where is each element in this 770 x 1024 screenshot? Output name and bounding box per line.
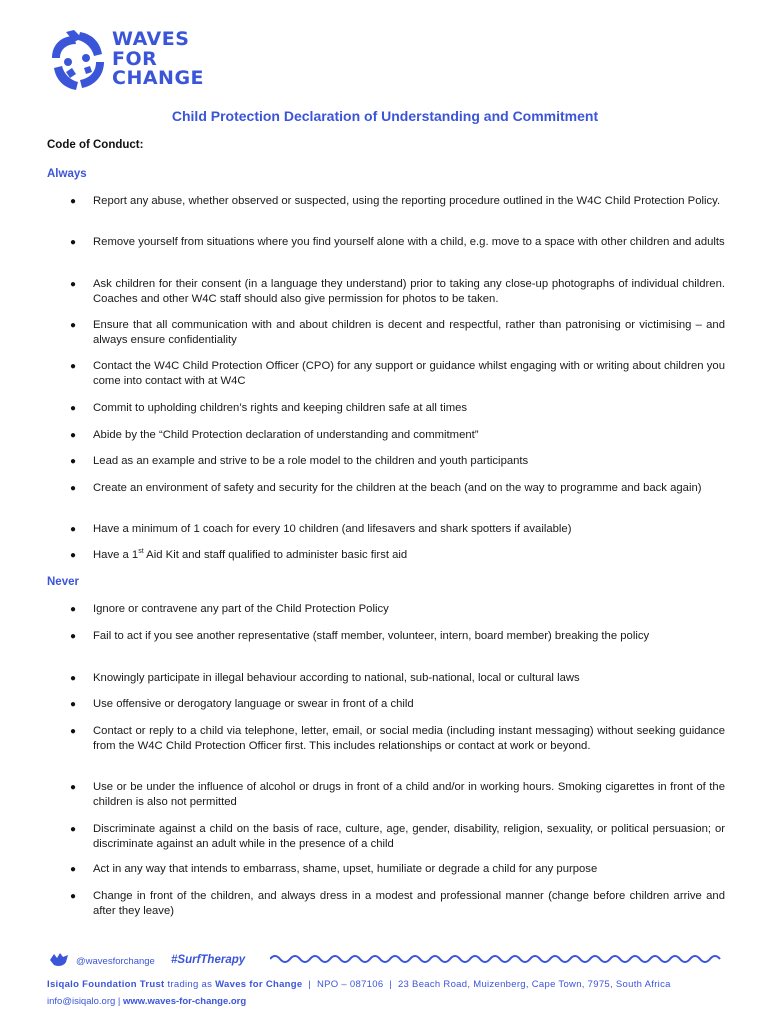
list-item: ● Contact or reply to a child via telephone, letter, email, or social media (including instant messaging) without seeking guidance from the W4C Child Protection Officer first. This includes relationships or contact at work or beyond. <box>70 725 725 752</box>
code-of-conduct-heading: Code of Conduct: <box>47 139 144 151</box>
bullet-icon: ● <box>70 320 77 331</box>
list-item: ● Change in front of the children, and always dress in a modest and professional manner (change before children arrive and after they leave) <box>70 890 725 917</box>
bullet-icon: ● <box>70 550 77 561</box>
list-item: ● Ensure that all communication with and about children is decent and respectful, rather than patronising or victimising – and always ensure confidentiality <box>70 319 725 346</box>
bullet-icon: ● <box>70 631 77 642</box>
npo-address: | NPO – 087106 | 23 Beach Road, Muizenberg, Cape Town, 7975, South Africa <box>302 979 671 990</box>
never-heading: Never <box>47 576 79 588</box>
list-item: ● Have a minimum of 1 coach for every 10 children (and lifesavers and shark spotters if available) <box>70 523 572 535</box>
list-item: ● Knowingly participate in illegal behaviour according to national, sub-national, local or cultural laws <box>70 672 580 684</box>
logo-line-2: FOR <box>112 47 158 70</box>
bullet-icon: ● <box>70 524 77 535</box>
list-item: ● Use offensive or derogatory language or swear in front of a child <box>70 698 414 710</box>
list-item: ● Fail to act if you see another representative (staff member, volunteer, intern, board member) breaking the policy <box>70 630 650 642</box>
footer-contact-line: info@isiqalo.org | www.waves-for-change.org <box>47 996 247 1007</box>
website-link[interactable]: www.waves-for-change.org <box>123 996 247 1007</box>
bullet-icon: ● <box>70 456 77 467</box>
list-item: ● Abide by the “Child Protection declaration of understanding and commitment” <box>70 429 479 441</box>
list-item: ● Create an environment of safety and security for the children at the beach (and on the way to programme and back again) <box>70 482 702 494</box>
bullet-icon: ● <box>70 361 77 372</box>
list-item: ● Remove yourself from situations where you find yourself alone with a child, e.g. move to a space with other children and adults <box>70 236 725 248</box>
always-heading: Always <box>47 168 87 180</box>
bullet-icon: ● <box>70 824 77 835</box>
list-item: ● Discriminate against a child on the basis of race, culture, age, gender, disability, religion, sexuality, or political persuasion; or discriminate against an adult while in the presence of a child <box>70 823 725 850</box>
list-item: ● Ignore or contravene any part of the Child Protection Policy <box>70 603 389 615</box>
bullet-icon: ● <box>70 782 77 793</box>
bullet-icon: ● <box>70 403 77 414</box>
bullet-icon: ● <box>70 891 77 902</box>
org-name: Isiqalo Foundation Trust <box>47 979 165 990</box>
bullet-icon: ● <box>70 726 77 737</box>
email-link[interactable]: info@isiqalo.org <box>47 996 116 1007</box>
bullet-icon: ● <box>70 237 77 248</box>
bullet-icon: ● <box>70 430 77 441</box>
list-item: ● Report any abuse, whether observed or suspected, using the reporting procedure outlined in the W4C Child Protection Policy. <box>70 195 721 207</box>
list-item: ● Have a 1st Aid Kit and staff qualified to administer basic first aid <box>70 548 408 561</box>
shaka-hand-icon <box>48 950 70 968</box>
list-item: ● Lead as an example and strive to be a role model to the children and youth participants <box>70 455 529 467</box>
brand-name: Waves for Change <box>215 979 303 990</box>
bullet-icon: ● <box>70 699 77 710</box>
bullet-icon: ● <box>70 483 77 494</box>
social-handle[interactable]: @wavesforchange <box>76 956 155 967</box>
bullet-icon: ● <box>70 864 77 875</box>
bullet-icon: ● <box>70 279 77 290</box>
wave-squiggle-icon <box>270 952 724 966</box>
bullet-icon: ● <box>70 604 77 615</box>
document-title: Child Protection Declaration of Understanding and Commitment <box>171 108 599 124</box>
bullet-icon: ● <box>70 673 77 684</box>
bullet-icon: ● <box>70 196 77 207</box>
hashtag: #SurfTherapy <box>171 954 246 966</box>
list-item: ● Commit to upholding children’s rights and keeping children safe at all times <box>70 402 468 414</box>
list-item: ● Act in any way that intends to embarrass, shame, upset, humiliate or degrade a child for any purpose <box>70 863 598 875</box>
list-item: ● Use or be under the influence of alcohol or drugs in front of a child and/or in working hours. Smoking cigarettes in front of the children is also not permitted <box>70 781 725 808</box>
list-item: ● Contact the W4C Child Protection Officer (CPO) for any support or guidance whilst engaging with or writing about children you come into contact with at W4C <box>70 360 725 387</box>
hands-logo-icon <box>46 28 110 94</box>
logo-line-3: CHANGE <box>112 67 205 89</box>
logo-wordmark <box>112 30 204 89</box>
footer-address-line: Isiqalo Foundation Trust trading as Waves for Change | NPO – 087106 | 23 Beach Road, Muizenberg, Cape Town, 7975, South Africa <box>47 979 671 990</box>
list-item: ● Ask children for their consent (in a language they understand) prior to taking any close-up photographs of individual children. Coaches and other W4C staff should also give permission for photos to be taken. <box>70 278 725 305</box>
logo-line-1: WAVES <box>112 28 190 50</box>
